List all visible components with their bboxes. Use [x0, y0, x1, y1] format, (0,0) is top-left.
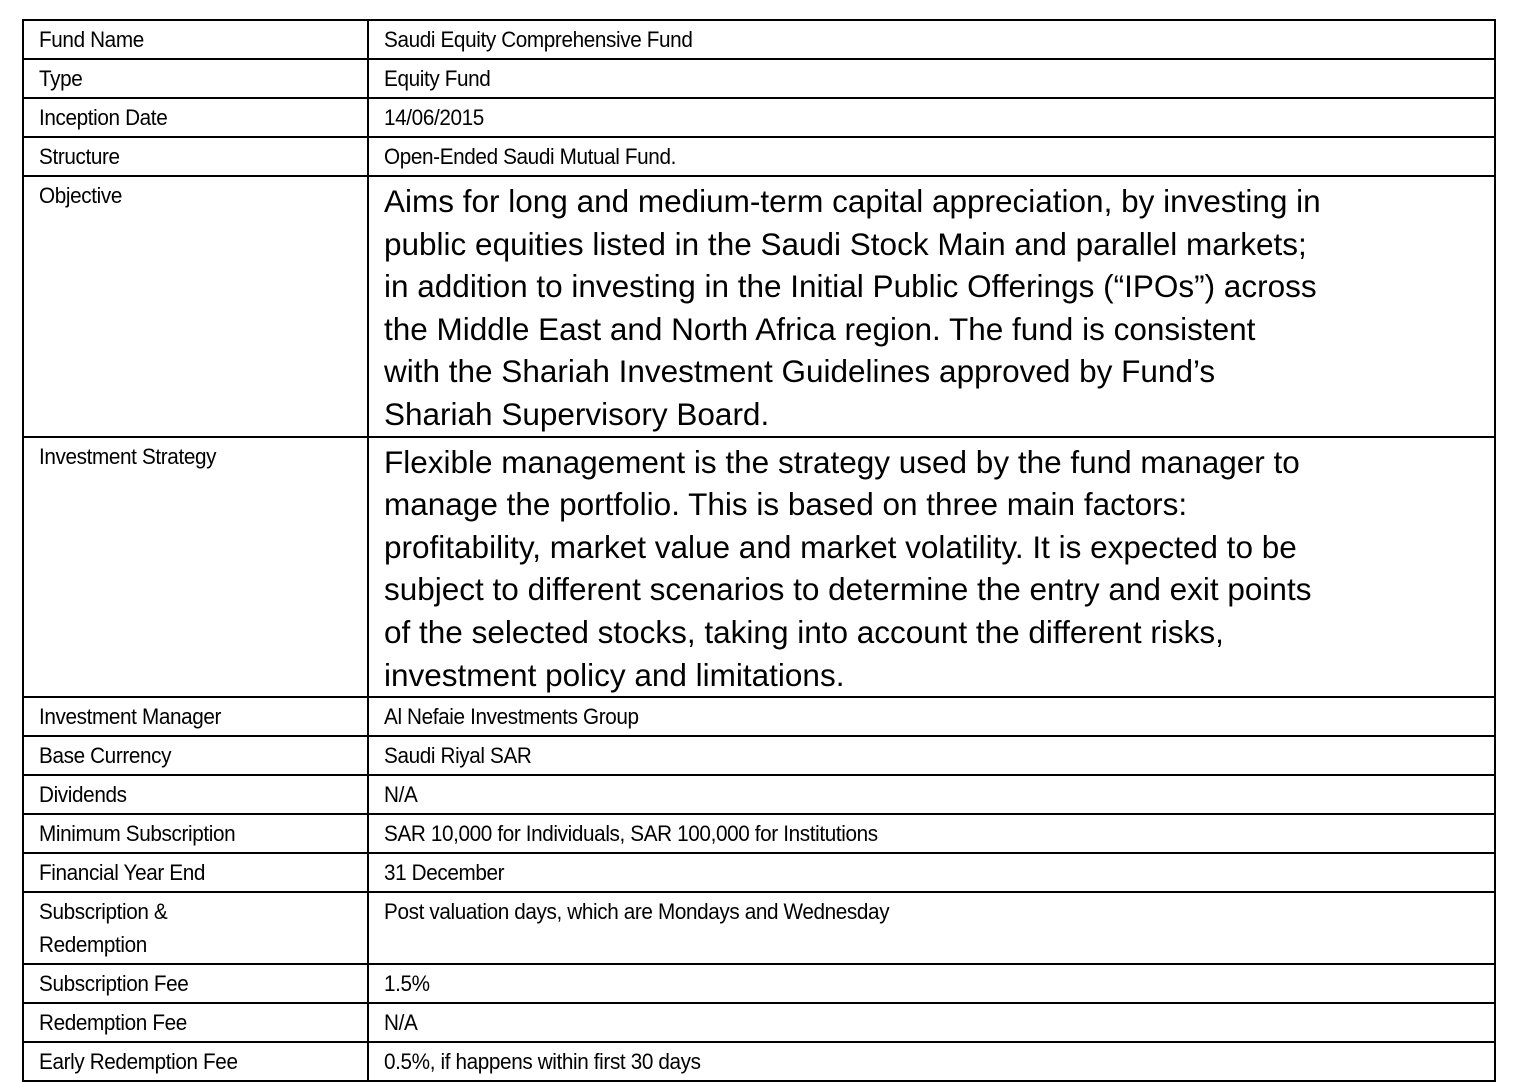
- base-currency-value: Saudi Riyal SAR: [384, 743, 532, 769]
- table-row-minimum-subscription: [23, 814, 1495, 853]
- objective-line: Shariah Supervisory Board.: [384, 395, 770, 432]
- type-value: Equity Fund: [384, 66, 491, 91]
- redemption-fee-value: N/A: [384, 1010, 418, 1036]
- value-cell: [368, 814, 1495, 853]
- objective-line: the Middle East and North Africa region. The fund is consistent: [384, 310, 1256, 347]
- fund-name-value: Saudi Equity Comprehensive Fund: [384, 27, 693, 52]
- subscription-fee-value: 1.5%: [384, 971, 430, 997]
- row-label: Minimum Subscription: [39, 821, 236, 847]
- value-cell: [368, 137, 1495, 176]
- row-label: Structure: [39, 144, 120, 169]
- investment-strategy-value: [384, 441, 1494, 697]
- table-row-structure: [23, 137, 1495, 176]
- label-cell: [23, 814, 368, 853]
- row-label: Type: [39, 66, 83, 91]
- strategy-line: profitability, market value and market volatility. It is expected to be: [384, 528, 1297, 565]
- table-row-subscription-fee: [23, 964, 1495, 1003]
- objective-line: Aims for long and medium-term capital appreciation, by investing in: [384, 183, 1321, 219]
- row-label-line: Redemption: [39, 932, 147, 958]
- label-cell: [23, 736, 368, 775]
- value-cell: [368, 697, 1495, 736]
- value-cell: [368, 176, 1495, 437]
- minimum-subscription-value: SAR 10,000 for Individuals, SAR 100,000 for Institutions: [384, 821, 878, 847]
- label-cell: [23, 137, 368, 176]
- value-cell: [368, 98, 1495, 137]
- label-cell: [23, 437, 368, 698]
- label-cell: [23, 853, 368, 892]
- row-label: Investment Strategy: [39, 443, 217, 469]
- value-cell: [368, 775, 1495, 814]
- label-cell: [23, 964, 368, 1003]
- table-row-fund-name: [23, 20, 1495, 59]
- label-cell: [23, 775, 368, 814]
- label-cell: [23, 1042, 368, 1081]
- objective-line: public equities listed in the Saudi Stock Main and parallel markets;: [384, 225, 1307, 262]
- label-cell: [23, 176, 368, 437]
- table-row-dividends: [23, 775, 1495, 814]
- strategy-line: of the selected stocks, taking into account the different risks,: [384, 613, 1224, 650]
- table-row-objective: [23, 176, 1495, 437]
- objective-value: [384, 180, 1494, 436]
- table-row-inception-date: [23, 98, 1495, 137]
- table-row-type: [23, 59, 1495, 98]
- fund-details-table: [22, 19, 1496, 1082]
- strategy-line: investment policy and limitations.: [384, 656, 845, 693]
- objective-line: in addition to investing in the Initial Public Offerings (“IPOs”) across: [384, 268, 1317, 305]
- label-cell: [23, 1003, 368, 1042]
- value-cell: [368, 1042, 1495, 1081]
- label-cell: [23, 20, 368, 59]
- value-cell: [368, 437, 1495, 698]
- financial-year-end-value: 31 December: [384, 860, 505, 886]
- subscription-redemption-value: Post valuation days, which are Mondays and Wednesday: [384, 899, 890, 925]
- value-cell: [368, 964, 1495, 1003]
- table-row-investment-manager: [23, 697, 1495, 736]
- table-row-investment-strategy: [23, 437, 1495, 698]
- table-row-base-currency: [23, 736, 1495, 775]
- row-label: Redemption Fee: [39, 1010, 187, 1036]
- value-cell: [368, 1003, 1495, 1042]
- row-label-line: Subscription &: [39, 899, 168, 925]
- label-cell: [23, 98, 368, 137]
- row-label: Base Currency: [39, 743, 172, 769]
- objective-line: with the Shariah Investment Guidelines approved by Fund’s: [384, 353, 1216, 390]
- structure-value: Open-Ended Saudi Mutual Fund.: [384, 144, 676, 169]
- investment-manager-value: Al Nefaie Investments Group: [384, 704, 639, 730]
- row-label: Objective: [39, 183, 122, 208]
- row-label: Early Redemption Fee: [39, 1049, 238, 1075]
- dividends-value: N/A: [384, 782, 418, 808]
- row-label: Dividends: [39, 782, 127, 808]
- row-label: Fund Name: [39, 27, 144, 52]
- value-cell: [368, 853, 1495, 892]
- label-cell: [23, 59, 368, 98]
- value-cell: [368, 59, 1495, 98]
- strategy-line: Flexible management is the strategy used by the fund manager to: [384, 443, 1300, 480]
- table-row-financial-year-end: [23, 853, 1495, 892]
- table-row-early-redemption-fee: [23, 1042, 1495, 1081]
- label-cell: [23, 892, 368, 964]
- table-row-redemption-fee: [23, 1003, 1495, 1042]
- row-label: Investment Manager: [39, 704, 222, 730]
- row-label: Financial Year End: [39, 860, 206, 886]
- table-row-subscription-redemption: [23, 892, 1495, 964]
- strategy-line: subject to different scenarios to determine the entry and exit points: [384, 571, 1312, 608]
- early-redemption-fee-value: 0.5%, if happens within first 30 days: [384, 1049, 701, 1075]
- row-label: Subscription Fee: [39, 971, 189, 997]
- value-cell: [368, 736, 1495, 775]
- inception-date-value: 14/06/2015: [384, 105, 484, 130]
- strategy-line: manage the portfolio. This is based on three main factors:: [384, 486, 1188, 523]
- label-cell: [23, 697, 368, 736]
- value-cell: [368, 892, 1495, 964]
- row-label: Inception Date: [39, 105, 168, 130]
- value-cell: [368, 20, 1495, 59]
